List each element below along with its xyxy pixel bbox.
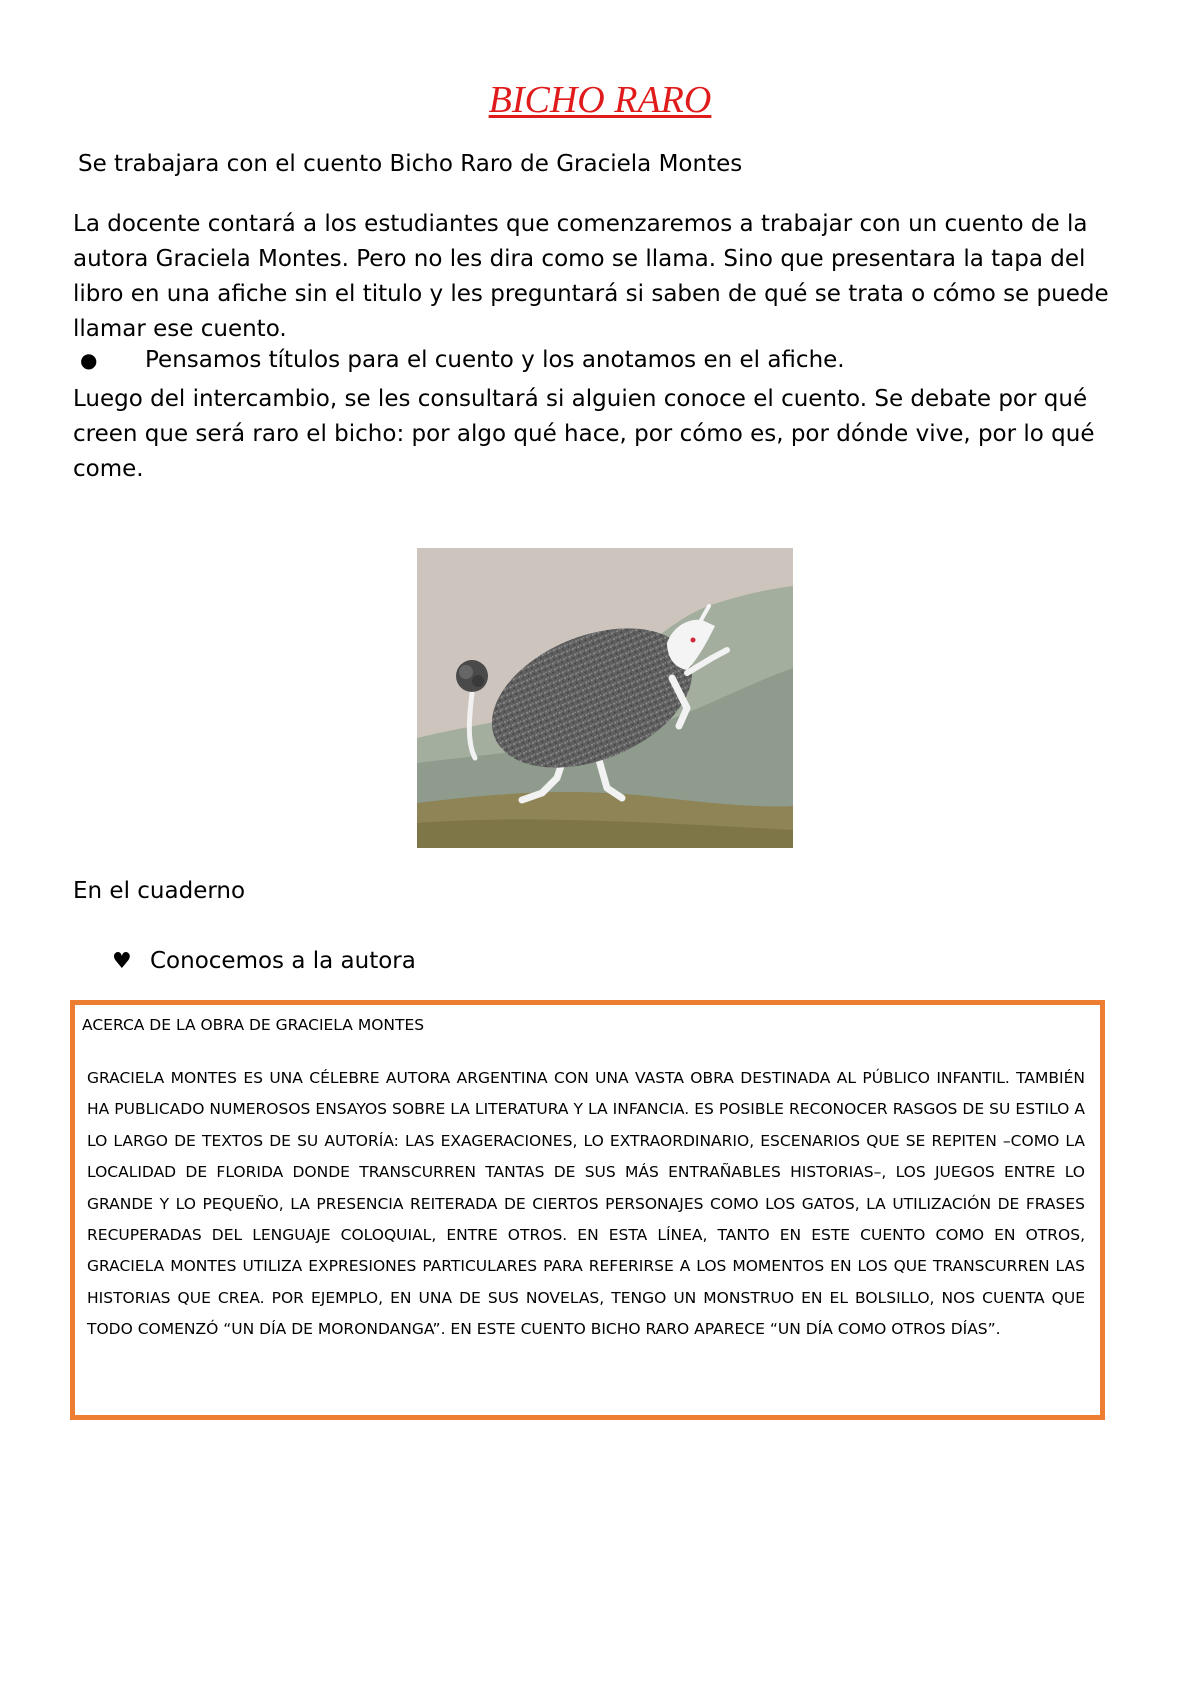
paragraph-1 [73,207,1113,347]
intro-line: Se trabajara con el cuento Bicho Raro de Graciela Montes [78,151,743,177]
bicho-raro-illustration [417,548,793,848]
paragraph-1-text: La docente contará a los estudiantes que comenzaremos a trabajar con un cuento de la autora Graciela Montes. Pero no les dira como se llama. Sino que presentara la tapa del libro en una afiche sin el titulo y les preguntará si saben de qué se trata o cómo se puede llamar ese cuento. [73,211,1109,342]
heart-list-item-text: Conocemos a la autora [150,948,416,974]
heart-list-item [112,948,416,974]
paragraph-2: Luego del intercambio, se les consultará si alguien conoce el cuento. Se debate por qué creen que será raro el bicho: por algo qué hace, por cómo es, por dónde vive, por lo qué come. [73,386,1095,482]
author-info-box-title: ACERCA DE LA OBRA DE GRACIELA MONTES [82,1016,425,1034]
author-info-box-text: GRACIELA MONTES ES UNA CÉLEBRE AUTORA ARGENTINA CON UNA VASTA OBRA DESTINADA AL PÚBLICO INFANTIL. TAMBIÉN HA PUBLICADO NUMEROSOS ENSAYOS SOBRE LA LITERATURA Y LA INFANCIA. ES POSIBLE RECONOCER RASGOS DE SU ESTILO A LO LARGO DE TEXTOS DE SU AUTORÍA: LAS EXAGERACIONES, LO EXTRAORDINARIO, ESCENARIOS QUE SE REPITEN –COMO LA LOCALIDAD DE FLORIDA DONDE TRANSCURREN TANTAS DE SUS MÁS ENTRAÑABLES HISTORIAS–, LOS JUEGOS ENTRE LO GRANDE Y LO PEQUEÑO, LA PRESENCIA REITERADA DE CIERTOS PERSONAJES COMO LOS GATOS, LA UTILIZACIÓN DE FRASES RECUPERADAS DEL LENGUAJE COLOQUIAL, ENTRE OTROS. EN ESTA LÍNEA, TANTO EN ESTE CUENTO COMO EN OTROS, GRACIELA MONTES UTILIZA EXPRESIONES PARTICULARES PARA REFERIRSE A LOS MOMENTOS EN LOS QUE TRANSCURREN LAS HISTORIAS QUE CREA. POR EJEMPLO, EN UNA DE SUS NOVELAS, TENGO UN MONSTRUO EN EL BOLSILLO, NOS CUENTA QUE TODO COMENZÓ “UN DÍA DE MORONDANGA”. EN ESTE CUENTO BICHO RARO APARECE “UN DÍA COMO OTROS DÍAS”. [87,1069,1085,1339]
bullet-dot-icon: ● [80,348,98,372]
heart-icon: ♥ [112,949,132,974]
bullet-item [80,347,845,373]
page-title: BICHO RARO [488,79,712,121]
notebook-heading: En el cuaderno [73,878,246,904]
book-cover-illustration [417,548,793,848]
bullet-item-text: Pensamos títulos para el cuento y los anotamos en el afiche. [145,347,845,373]
